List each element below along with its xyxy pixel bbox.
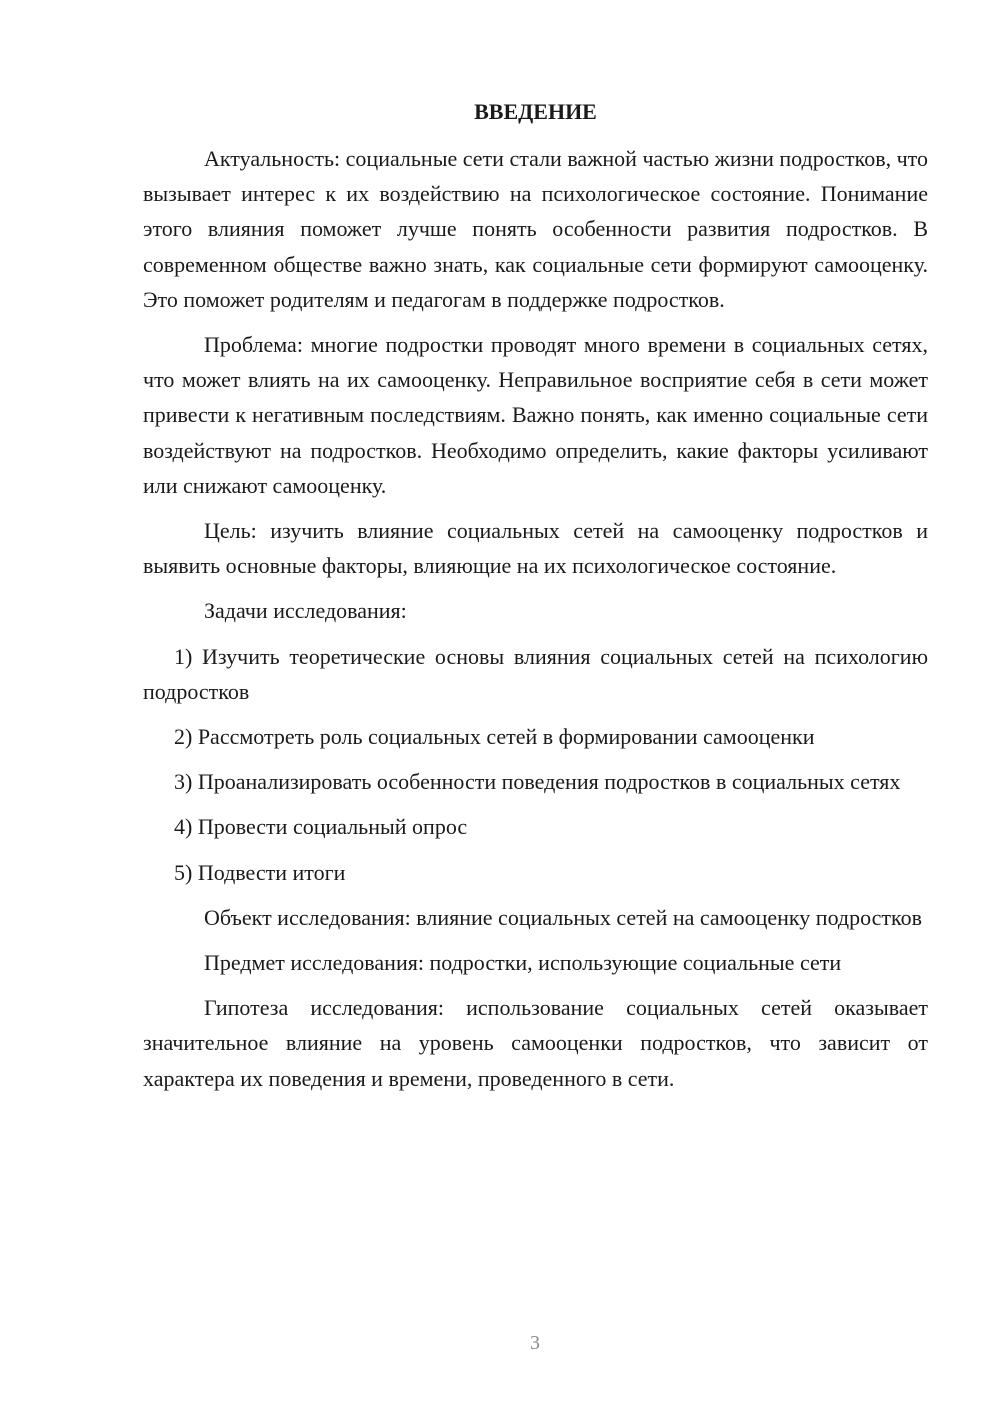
page-title: ВВЕДЕНИЕ [474,99,597,124]
object-paragraph: Объект исследования: влияние социальных сетей на самооценку подростков [204,904,923,930]
task-item-4: 4) Провести социальный опрос [174,814,468,840]
task-item-1: 1) Изучить теоретические основы влияния социальных сетей на психологию подростков [143,643,928,704]
document-body [143,141,928,1106]
relevance-paragraph: Актуальность: социальные сети стали важной частью жизни подростков, что вызывает интерес к их воздействию на психологическое состояние. Понимание этого влияния поможет лучше понять особенности развития подростков. В современном обществе важно знать, как социальные сети формируют самооценку. Это поможет родителям и педагогам в поддержке подростков. [143,146,928,312]
task-item-2: 2) Рассмотреть роль социальных сетей в формировании самооценки [174,724,815,750]
task-item-3: 3) Проанализировать особенности поведения подростков в социальных сетях [174,769,901,795]
task-item-5: 5) Подвести итоги [174,859,346,885]
tasks-heading: Задачи исследования: [204,598,407,624]
goal-paragraph: Цель: изучить влияние социальных сетей на самооценку подростков и выявить основные факторы, влияющие на их психологическое состояние. [143,518,928,579]
subject-paragraph: Предмет исследования: подростки, использующие социальные сети [204,950,842,976]
hypothesis-paragraph: Гипотеза исследования: использование социальных сетей оказывает значительное влияние на уровень самооценки подростков, что зависит от характера их поведения и времени, проведенного в сети. [143,995,928,1091]
page-number: 3 [530,1332,540,1354]
problem-paragraph: Проблема: многие подростки проводят много времени в социальных сетях, что может влиять на их самооценку. Неправильное восприятие себя в сети может привести к негативным последствиям. Важно понять, как именно социальные сети воздействуют на подростков. Необходимо определить, какие факторы усиливают или снижают самооценку. [143,332,928,498]
